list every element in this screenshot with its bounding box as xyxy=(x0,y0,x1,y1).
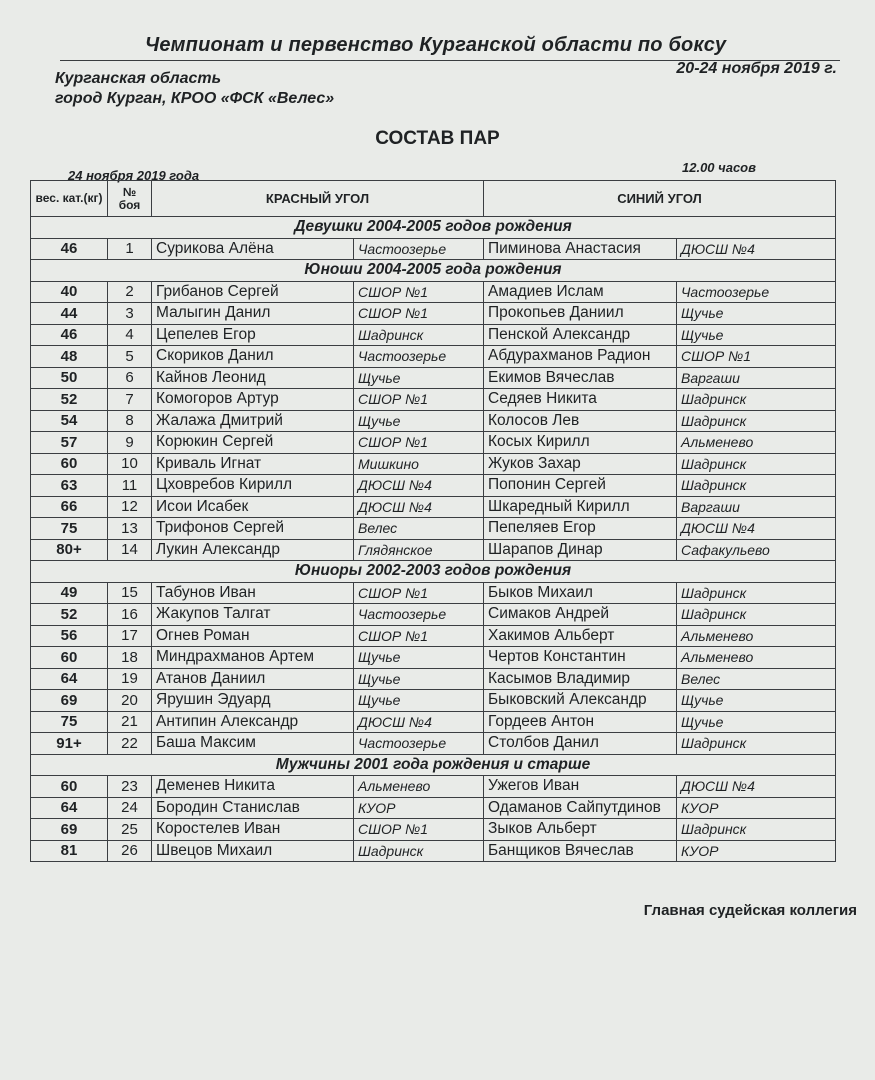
bout-number: 2 xyxy=(108,281,152,303)
document-heading: СОСТАВ ПАР xyxy=(375,128,500,149)
weight-category: 48 xyxy=(31,346,108,368)
bout-number: 24 xyxy=(108,797,152,819)
blue-corner-club: Шадринск xyxy=(677,410,836,432)
blue-corner-name: Шарапов Динар xyxy=(484,539,677,561)
bout-number: 15 xyxy=(108,582,152,604)
pair-row xyxy=(31,711,836,733)
red-corner-name: Баша Максим xyxy=(152,733,354,755)
category-title: Мужчины 2001 года рождения и старше xyxy=(31,754,836,776)
blue-corner-name: Жуков Захар xyxy=(484,453,677,475)
blue-corner-club: Щучье xyxy=(677,303,836,325)
weight-category: 46 xyxy=(31,238,108,260)
bout-number: 14 xyxy=(108,539,152,561)
schedule-date: 24 ноября 2019 года xyxy=(68,168,200,183)
red-corner-club: КУОР xyxy=(354,797,484,819)
blue-corner-club: Альменево xyxy=(677,625,836,647)
col-blue-corner-header: СИНИЙ УГОЛ xyxy=(484,181,836,217)
pair-row xyxy=(31,776,836,798)
red-corner-club: ДЮСШ №4 xyxy=(354,475,484,497)
blue-corner-club: ДЮСШ №4 xyxy=(677,518,836,540)
blue-corner-name: Столбов Данил xyxy=(484,733,677,755)
blue-corner-name: Пиминова Анастасия xyxy=(484,238,677,260)
pairs-table xyxy=(30,180,836,862)
weight-category: 52 xyxy=(31,389,108,411)
bout-number: 17 xyxy=(108,625,152,647)
bout-number: 7 xyxy=(108,389,152,411)
blue-corner-name: Прокопьев Даниил xyxy=(484,303,677,325)
red-corner-club: Частоозерье xyxy=(354,604,484,626)
pair-row xyxy=(31,389,836,411)
weight-category: 54 xyxy=(31,410,108,432)
weight-category: 60 xyxy=(31,453,108,475)
bout-number: 21 xyxy=(108,711,152,733)
organizer-line: город Курган, КРОО «ФСК «Велес» xyxy=(55,90,335,107)
blue-corner-club: Шадринск xyxy=(677,819,836,841)
red-corner-name: Корюкин Сергей xyxy=(152,432,354,454)
blue-corner-club: Альменево xyxy=(677,432,836,454)
pair-row xyxy=(31,539,836,561)
category-row xyxy=(31,754,836,776)
bout-number: 12 xyxy=(108,496,152,518)
pair-row xyxy=(31,367,836,389)
pair-row xyxy=(31,840,836,862)
red-corner-name: Скориков Данил xyxy=(152,346,354,368)
blue-corner-club: Велес xyxy=(677,668,836,690)
blue-corner-name: Екимов Вячеслав xyxy=(484,367,677,389)
blue-corner-club: Сафакульево xyxy=(677,539,836,561)
blue-corner-club: Шадринск xyxy=(677,389,836,411)
blue-corner-name: Шкаредный Кирилл xyxy=(484,496,677,518)
pair-row xyxy=(31,410,836,432)
weight-category: 75 xyxy=(31,711,108,733)
bout-number: 3 xyxy=(108,303,152,325)
bout-number: 4 xyxy=(108,324,152,346)
pairs-table-body xyxy=(31,217,836,862)
blue-corner-club: Шадринск xyxy=(677,475,836,497)
red-corner-name: Цховребов Кирилл xyxy=(152,475,354,497)
red-corner-name: Миндрахманов Артем xyxy=(152,647,354,669)
bout-number: 25 xyxy=(108,819,152,841)
red-corner-name: Жакупов Талгат xyxy=(152,604,354,626)
red-corner-name: Бородин Станислав xyxy=(152,797,354,819)
category-row xyxy=(31,217,836,239)
red-corner-club: СШОР №1 xyxy=(354,819,484,841)
blue-corner-name: Пепеляев Егор xyxy=(484,518,677,540)
footer-signature: Главная судейская коллегия xyxy=(643,902,857,919)
event-date-range: 20-24 ноября 2019 г. xyxy=(676,60,837,77)
red-corner-club: Частоозерье xyxy=(354,346,484,368)
blue-corner-name: Колосов Лев xyxy=(484,410,677,432)
document-title: Чемпионат и первенство Курганской области по боксу xyxy=(145,34,727,56)
weight-category: 66 xyxy=(31,496,108,518)
schedule-time: 12.00 часов xyxy=(682,160,756,175)
red-corner-club: Велес xyxy=(354,518,484,540)
weight-category: 60 xyxy=(31,776,108,798)
weight-category: 40 xyxy=(31,281,108,303)
blue-corner-name: Гордеев Антон xyxy=(484,711,677,733)
weight-category: 60 xyxy=(31,647,108,669)
blue-corner-name: Чертов Константин xyxy=(484,647,677,669)
red-corner-name: Деменев Никита xyxy=(152,776,354,798)
blue-corner-club: Шадринск xyxy=(677,582,836,604)
blue-corner-club: СШОР №1 xyxy=(677,346,836,368)
weight-category: 64 xyxy=(31,668,108,690)
weight-category: 57 xyxy=(31,432,108,454)
bout-number: 5 xyxy=(108,346,152,368)
weight-category: 44 xyxy=(31,303,108,325)
pair-row xyxy=(31,475,836,497)
category-title: Юниоры 2002-2003 годов рождения xyxy=(31,561,836,583)
red-corner-name: Сурикова Алёна xyxy=(152,238,354,260)
blue-corner-club: Альменево xyxy=(677,647,836,669)
col-red-corner-header: КРАСНЫЙ УГОЛ xyxy=(152,181,484,217)
bout-number: 10 xyxy=(108,453,152,475)
blue-corner-name: Быковский Александр xyxy=(484,690,677,712)
weight-category: 50 xyxy=(31,367,108,389)
red-corner-name: Ярушин Эдуард xyxy=(152,690,354,712)
blue-corner-name: Попонин Сергей xyxy=(484,475,677,497)
red-corner-club: ДЮСШ №4 xyxy=(354,711,484,733)
red-corner-name: Криваль Игнат xyxy=(152,453,354,475)
blue-corner-name: Пенской Александр xyxy=(484,324,677,346)
red-corner-club: Глядянское xyxy=(354,539,484,561)
region-line: Курганская область xyxy=(55,70,222,87)
red-corner-club: СШОР №1 xyxy=(354,625,484,647)
red-corner-club: Шадринск xyxy=(354,840,484,862)
blue-corner-club: Варгаши xyxy=(677,496,836,518)
pair-row xyxy=(31,647,836,669)
red-corner-name: Кайнов Леонид xyxy=(152,367,354,389)
weight-category: 63 xyxy=(31,475,108,497)
red-corner-name: Атанов Даниил xyxy=(152,668,354,690)
pair-row xyxy=(31,582,836,604)
bout-number: 16 xyxy=(108,604,152,626)
bout-number: 20 xyxy=(108,690,152,712)
col-weight-header: вес. кат.(кг) xyxy=(31,181,108,217)
red-corner-name: Трифонов Сергей xyxy=(152,518,354,540)
red-corner-name: Швецов Михаил xyxy=(152,840,354,862)
blue-corner-name: Хакимов Альберт xyxy=(484,625,677,647)
red-corner-club: Щучье xyxy=(354,367,484,389)
blue-corner-name: Ужегов Иван xyxy=(484,776,677,798)
blue-corner-club: Щучье xyxy=(677,324,836,346)
weight-category: 64 xyxy=(31,797,108,819)
blue-corner-club: КУОР xyxy=(677,840,836,862)
bout-number: 18 xyxy=(108,647,152,669)
blue-corner-name: Симаков Андрей xyxy=(484,604,677,626)
red-corner-club: Мишкино xyxy=(354,453,484,475)
category-row xyxy=(31,260,836,282)
red-corner-name: Лукин Александр xyxy=(152,539,354,561)
blue-corner-club: КУОР xyxy=(677,797,836,819)
weight-category: 69 xyxy=(31,819,108,841)
bout-number: 9 xyxy=(108,432,152,454)
bout-number: 1 xyxy=(108,238,152,260)
pair-row xyxy=(31,604,836,626)
weight-category: 56 xyxy=(31,625,108,647)
bout-number: 8 xyxy=(108,410,152,432)
weight-category: 69 xyxy=(31,690,108,712)
blue-corner-name: Зыков Альберт xyxy=(484,819,677,841)
pair-row xyxy=(31,453,836,475)
weight-category: 81 xyxy=(31,840,108,862)
red-corner-club: Частоозерье xyxy=(354,733,484,755)
bout-number: 13 xyxy=(108,518,152,540)
pair-row xyxy=(31,281,836,303)
table-header-row xyxy=(31,181,836,217)
red-corner-club: ДЮСШ №4 xyxy=(354,496,484,518)
blue-corner-name: Быков Михаил xyxy=(484,582,677,604)
weight-category: 52 xyxy=(31,604,108,626)
blue-corner-name: Седяев Никита xyxy=(484,389,677,411)
bout-number: 11 xyxy=(108,475,152,497)
pair-row xyxy=(31,346,836,368)
blue-corner-club: Варгаши xyxy=(677,367,836,389)
weight-category: 46 xyxy=(31,324,108,346)
red-corner-club: СШОР №1 xyxy=(354,389,484,411)
pair-row xyxy=(31,324,836,346)
pair-row xyxy=(31,518,836,540)
red-corner-name: Коростелев Иван xyxy=(152,819,354,841)
blue-corner-club: ДЮСШ №4 xyxy=(677,776,836,798)
blue-corner-name: Банщиков Вячеслав xyxy=(484,840,677,862)
blue-corner-name: Косых Кирилл xyxy=(484,432,677,454)
red-corner-club: Щучье xyxy=(354,668,484,690)
pair-row xyxy=(31,733,836,755)
weight-category: 49 xyxy=(31,582,108,604)
red-corner-club: Щучье xyxy=(354,690,484,712)
blue-corner-club: Щучье xyxy=(677,711,836,733)
red-corner-club: СШОР №1 xyxy=(354,281,484,303)
bout-number: 6 xyxy=(108,367,152,389)
bout-number: 22 xyxy=(108,733,152,755)
red-corner-club: СШОР №1 xyxy=(354,432,484,454)
blue-corner-name: Касымов Владимир xyxy=(484,668,677,690)
red-corner-club: Шадринск xyxy=(354,324,484,346)
red-corner-club: СШОР №1 xyxy=(354,303,484,325)
pair-row xyxy=(31,690,836,712)
red-corner-name: Огнев Роман xyxy=(152,625,354,647)
red-corner-name: Грибанов Сергей xyxy=(152,281,354,303)
weight-category: 80+ xyxy=(31,539,108,561)
weight-category: 75 xyxy=(31,518,108,540)
category-title: Девушки 2004-2005 годов рождения xyxy=(31,217,836,239)
blue-corner-club: ДЮСШ №4 xyxy=(677,238,836,260)
bout-number: 23 xyxy=(108,776,152,798)
red-corner-name: Цепелев Егор xyxy=(152,324,354,346)
pair-row xyxy=(31,797,836,819)
weight-category: 91+ xyxy=(31,733,108,755)
blue-corner-club: Частоозерье xyxy=(677,281,836,303)
blue-corner-club: Шадринск xyxy=(677,733,836,755)
pair-row xyxy=(31,668,836,690)
red-corner-club: Частоозерье xyxy=(354,238,484,260)
red-corner-club: СШОР №1 xyxy=(354,582,484,604)
bout-number: 19 xyxy=(108,668,152,690)
red-corner-club: Щучье xyxy=(354,647,484,669)
blue-corner-club: Шадринск xyxy=(677,453,836,475)
red-corner-name: Антипин Александр xyxy=(152,711,354,733)
bout-number: 26 xyxy=(108,840,152,862)
pair-row xyxy=(31,819,836,841)
blue-corner-name: Одаманов Сайпутдинов xyxy=(484,797,677,819)
blue-corner-club: Шадринск xyxy=(677,604,836,626)
red-corner-name: Исои Исабек xyxy=(152,496,354,518)
red-corner-club: Щучье xyxy=(354,410,484,432)
category-title: Юноши 2004-2005 года рождения xyxy=(31,260,836,282)
red-corner-name: Малыгин Данил xyxy=(152,303,354,325)
blue-corner-name: Амадиев Ислам xyxy=(484,281,677,303)
red-corner-name: Табунов Иван xyxy=(152,582,354,604)
red-corner-name: Комогоров Артур xyxy=(152,389,354,411)
pair-row xyxy=(31,303,836,325)
col-bout-header: № боя xyxy=(108,181,152,217)
pair-row xyxy=(31,432,836,454)
blue-corner-name: Абдурахманов Радион xyxy=(484,346,677,368)
pair-row xyxy=(31,238,836,260)
red-corner-club: Альменево xyxy=(354,776,484,798)
red-corner-name: Жалажа Дмитрий xyxy=(152,410,354,432)
blue-corner-club: Щучье xyxy=(677,690,836,712)
pair-row xyxy=(31,625,836,647)
category-row xyxy=(31,561,836,583)
pair-row xyxy=(31,496,836,518)
